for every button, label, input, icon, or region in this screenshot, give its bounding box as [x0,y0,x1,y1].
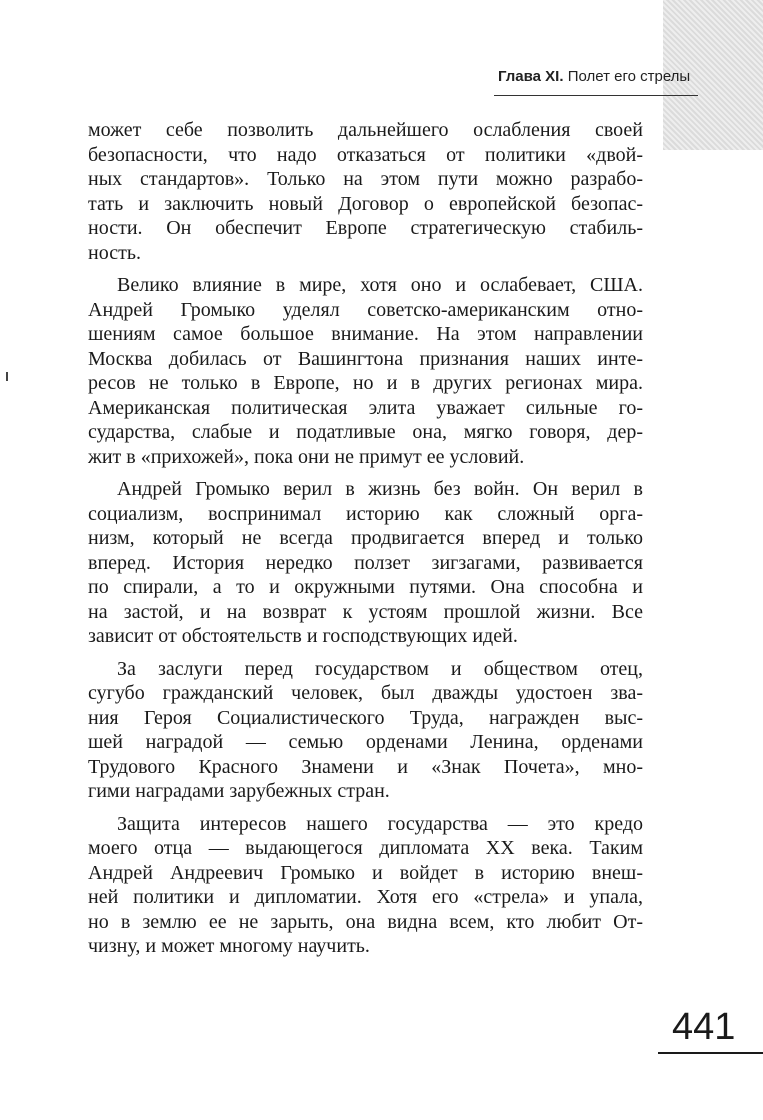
text-line: шениям самое большое внимание. На этом направлении [88,323,643,345]
text-line: ность. [88,241,141,264]
text-line: низм, который не всегда продвигается вперед и только [88,527,643,549]
text-line: Андрей Громыко уделял советско-американским отно- [88,298,643,321]
text-line: Андрей Андреевич Громыко и войдет в историю внеш- [88,861,643,884]
text-line: сударства, слабые и податливые она, мягко говоря, дер- [88,421,643,443]
margin-mark [6,372,8,381]
text-line: ных стандартов». Только на этом пути можно разрабо- [88,168,643,190]
paragraph [88,477,643,649]
text-line: но в землю ее не зарыть, она видна всем, кто любит От- [88,910,643,933]
text-line: тать и заключить новый Договор о европейской безопас- [88,192,643,215]
paragraph [88,657,643,804]
chapter-label: Глава XI. [498,68,564,85]
text-line: вперед. История нередко ползет зигзагами, развивается [88,551,643,574]
chapter-title: Полет его стрелы [567,68,691,85]
text-line: гими наградами зарубежных стран. [88,780,390,802]
text-line: ния Героя Социалистического Труда, награжден выс- [88,706,643,729]
text-line: Москва добилась от Вашингтона признания наших инте- [88,347,643,370]
paragraph [88,118,643,265]
text-line: зависит от обстоятельств и господствующих идей. [88,625,518,647]
text-line: моего отца — выдающегося дипломата XX века. Таким [88,837,643,859]
text-line: Защита интересов нашего государства — это кредо [117,812,643,835]
text-line: ности. Он обеспечит Европе стратегическую стабиль- [88,217,643,239]
text-line: Андрей Громыко верил в жизнь без войн. Он верил в [117,478,643,500]
paragraph [88,273,643,469]
page-number-rule [658,1052,763,1054]
text-line: шей наградой — семью орденами Ленина, орденами [88,731,643,753]
text-line: ней политики и дипломатии. Хотя его «стрела» и упала, [88,886,643,908]
text-line: ресов не только в Европе, но и в других регионах мира. [88,372,643,394]
text-line: может себе позволить дальнейшего ослабления своей [88,119,643,141]
body-text [88,118,643,967]
text-line: За заслуги перед государством и обществом отец, [117,657,643,680]
running-header [498,68,698,85]
page-number: 441 [672,1006,736,1048]
text-line: Трудового Красного Знамени и «Знак Почета», мно- [88,755,643,778]
paragraph [88,812,643,959]
text-line: Американская политическая элита уважает сильные го- [88,396,643,419]
header-rule [494,95,698,96]
text-line: жит в «прихожей», пока они не примут ее условий. [88,445,525,468]
text-line: по спирали, а то и окружными путями. Она способна и [88,576,643,598]
text-line: на застой, и на возврат к устоям прошлой жизни. Все [88,600,643,623]
text-line: безопасности, что надо отказаться от политики «двой- [88,143,643,166]
text-line: сугубо гражданский человек, был дважды удостоен зва- [88,682,643,704]
text-line: Велико влияние в мире, хотя оно и ослабевает, США. [117,274,643,296]
text-line: социализм, воспринимал историю как сложный орга- [88,502,643,525]
text-line: чизну, и может многому научить. [88,935,370,957]
